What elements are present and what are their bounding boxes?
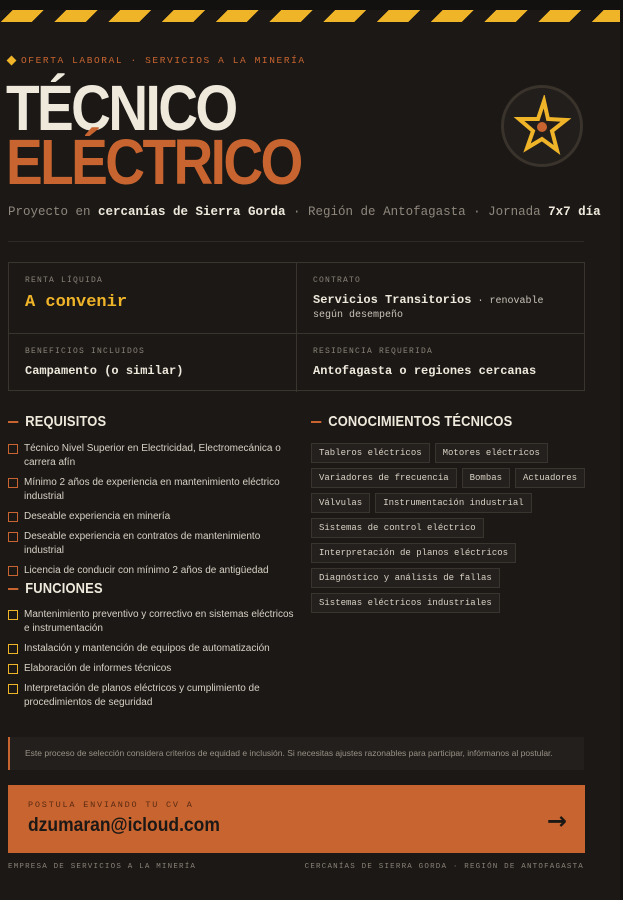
contrato-value-wrap <box>313 293 569 321</box>
eyebrow-text: OFERTA LABORAL · SERVICIOS A LA MINERÍA <box>21 55 306 66</box>
list-item <box>8 510 298 524</box>
renta-label: RENTA LÍQUIDA <box>25 276 104 285</box>
list-item <box>8 662 298 676</box>
arrow-right-icon[interactable]: → <box>546 807 567 835</box>
checkbox-icon <box>8 566 18 576</box>
checkbox-icon <box>8 512 18 522</box>
checkbox-icon <box>8 664 18 674</box>
contrato-note: · renovable según desempeño <box>313 296 544 321</box>
checkbox-icon <box>8 532 18 542</box>
funciones-heading <box>8 580 103 597</box>
skill-tag: Diagnóstico y análisis de fallas <box>311 568 500 588</box>
title-line-1: TÉCNICO <box>6 72 236 144</box>
footer-company: EMPRESA DE SERVICIOS A LA MINERÍA <box>8 863 197 871</box>
beneficios-label: BENEFICIOS INCLUIDOS <box>25 347 146 356</box>
job-subline <box>8 205 601 219</box>
skill-tag: Bombas <box>462 468 510 488</box>
info-grid <box>8 262 585 391</box>
list-item-text: Técnico Nivel Superior en Electricidad, Electromecánica o carrera afín <box>24 443 281 468</box>
residencia-value: Antofagasta o regiones cercanas <box>313 364 537 378</box>
residencia-label: RESIDENCIA REQUERIDA <box>313 347 434 356</box>
checkbox-icon <box>8 478 18 488</box>
requisitos-heading <box>8 413 106 430</box>
hazard-stripe <box>0 10 623 22</box>
skill-tag: Instrumentación industrial <box>375 493 531 513</box>
skill-tag: Tableros eléctricos <box>311 443 430 463</box>
list-item <box>8 442 298 470</box>
list-item-text: Mínimo 2 años de experiencia en mantenimiento eléctrico industrial <box>24 477 280 502</box>
skill-tag: Sistemas eléctricos industriales <box>311 593 500 613</box>
contrato-value: Servicios Transitorios <box>313 293 472 307</box>
list-item-text: Deseable experiencia en minería <box>24 511 171 522</box>
requisitos-list <box>8 442 298 584</box>
title-line-2: ELÉCTRICO <box>6 126 301 198</box>
conocimientos-title: CONOCIMIENTOS TÉCNICOS <box>328 413 513 430</box>
skill-tag: Motores eléctricos <box>435 443 548 463</box>
divider <box>8 241 584 242</box>
top-bar <box>0 0 623 10</box>
contrato-label: CONTRATO <box>313 276 362 285</box>
residencia-cell <box>297 334 585 392</box>
checkbox-icon <box>8 610 18 620</box>
list-item <box>8 564 298 578</box>
cta-email-link[interactable]: dzumaran@icloud.com <box>28 815 220 836</box>
skill-tag: Actuadores <box>515 468 585 488</box>
tag-list <box>311 443 586 613</box>
dash-icon <box>8 588 18 590</box>
eyebrow <box>8 55 306 66</box>
list-item-text: Mantenimiento preventivo y correctivo en sistemas eléctricos e instrumentación <box>24 609 294 634</box>
checkbox-icon <box>8 684 18 694</box>
star-icon <box>511 95 573 157</box>
list-item <box>8 642 298 656</box>
checkbox-icon <box>8 444 18 454</box>
requisitos-title: REQUISITOS <box>25 413 107 430</box>
funciones-list <box>8 608 298 716</box>
skill-tag: Interpretación de planos eléctricos <box>311 543 516 563</box>
skill-tag: Variadores de frecuencia <box>311 468 457 488</box>
renta-cell <box>9 263 297 334</box>
beneficios-cell <box>9 334 297 392</box>
cta-label: POSTULA ENVIANDO TU CV A <box>28 800 194 810</box>
subline-mid: · Región de Antofagasta · Jornada <box>285 205 549 219</box>
list-item-text: Instalación y mantención de equipos de automatización <box>24 643 270 654</box>
list-item-text: Deseable experiencia en contratos de mantenimiento industrial <box>24 531 261 556</box>
funciones-title: FUNCIONES <box>25 580 103 597</box>
diamond-icon <box>7 56 17 66</box>
list-item <box>8 530 298 558</box>
subline-place: cercanías de Sierra Gorda <box>98 205 286 219</box>
contrato-cell <box>297 263 585 334</box>
footer-location: CERCANÍAS DE SIERRA GORDA · REGIÓN DE ANTOFAGASTA <box>304 863 584 871</box>
apply-cta[interactable] <box>8 785 585 853</box>
list-item <box>8 608 298 636</box>
skill-tag: Válvulas <box>311 493 370 513</box>
star-badge <box>501 85 583 167</box>
renta-value: A convenir <box>25 293 128 312</box>
dash-icon <box>8 421 18 423</box>
list-item-text: Interpretación de planos eléctricos y cumplimiento de procedimientos de seguridad <box>24 683 260 708</box>
subline-shift: 7x7 día <box>548 205 601 219</box>
checkbox-icon <box>8 644 18 654</box>
beneficios-value: Campamento (o similar) <box>25 364 184 378</box>
inclusion-notice: Este proceso de selección considera criterios de equidad e inclusión. Si necesitas ajustes razonables para participar, infórmanos al postular. <box>8 737 584 770</box>
dash-icon <box>311 421 321 423</box>
conocimientos-heading <box>311 413 512 430</box>
list-item <box>8 476 298 504</box>
list-item-text: Elaboración de informes técnicos <box>24 663 172 674</box>
list-item-text: Licencia de conducir con mínimo 2 años de antigüedad <box>24 565 269 576</box>
skill-tag: Sistemas de control eléctrico <box>311 518 484 538</box>
list-item <box>8 682 298 710</box>
subline-pre: Proyecto en <box>8 205 99 219</box>
